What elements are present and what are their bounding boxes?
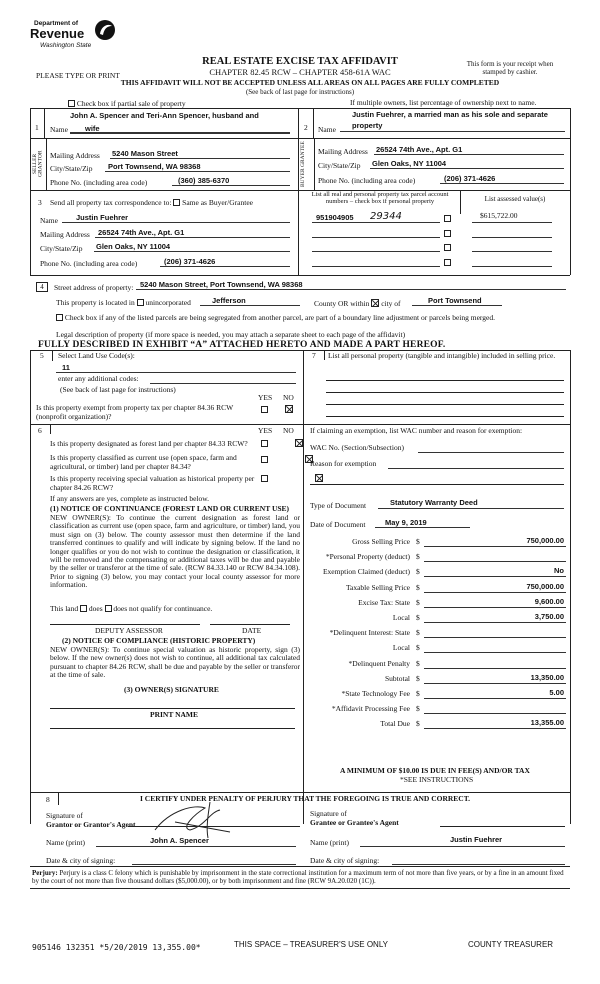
- buyer-addr-label: Mailing Address: [318, 147, 368, 156]
- sec5-no: NO: [283, 393, 294, 402]
- exempt-question: Is this property exempt from property tax per chapter 84.36 RCW (nonprofit organization)?: [36, 403, 234, 421]
- historic-no-checkbox[interactable]: [315, 474, 323, 482]
- land-use-select: Select Land Use Code(s):: [58, 351, 135, 360]
- seller-side-label: SELLER GRANTOR: [32, 150, 44, 178]
- forest-yes-checkbox[interactable]: [261, 440, 268, 447]
- buyer-name-label: Name: [318, 125, 336, 134]
- calc-label: Subtotal: [384, 673, 410, 683]
- seller-name-label: Name: [50, 125, 68, 134]
- calc-value: 9,600.00: [534, 596, 564, 606]
- sec3-city-label: City/State/Zip: [40, 244, 83, 253]
- county-name: Jefferson: [212, 296, 246, 305]
- calc-value: 750,000.00: [526, 581, 564, 591]
- exempt-no-checkbox[interactable]: [285, 405, 293, 413]
- buyer-city: Glen Oaks, NY 11004: [372, 159, 447, 168]
- calc-label: Local: [392, 613, 410, 622]
- buyer-city-label: City/State/Zip: [318, 161, 361, 170]
- calc-dollar: $: [416, 689, 420, 698]
- sec3-addr-label: Mailing Address: [40, 230, 90, 239]
- buyer-phone-label: Phone No. (including area code): [318, 176, 416, 185]
- city-name: Port Townsend: [428, 296, 482, 305]
- calc-dollar: $: [416, 719, 420, 729]
- see-back: (See back of last page for instructions): [245, 88, 355, 96]
- grantee-date-label: Date & city of signing:: [310, 856, 380, 865]
- calc-dollar: $: [416, 658, 420, 668]
- certify: I CERTIFY UNDER PENALTY OF PERJURY THAT THE FOREGOING IS TRUE AND CORRECT.: [140, 794, 471, 803]
- treasurer-space: THIS SPACE – TREASURER'S USE ONLY: [234, 940, 389, 949]
- calc-label: Gross Selling Price: [352, 537, 410, 546]
- multiple-owners: If multiple owners, list percentage of ownership next to name.: [350, 98, 537, 107]
- calc-label: *Personal Property (deduct): [325, 552, 410, 562]
- land-qualify: This land does does not qualify for continuance.: [50, 604, 213, 613]
- does-not-checkbox[interactable]: [105, 605, 112, 612]
- reason-label: Reason for exemption: [310, 459, 377, 468]
- street-label: Street address of property:: [54, 283, 134, 292]
- see-instructions: *SEE INSTRUCTIONS: [400, 775, 474, 784]
- grantor-name-label: Name (print): [46, 838, 85, 847]
- does-checkbox[interactable]: [80, 605, 87, 612]
- personal-property-checkbox-1[interactable]: [444, 215, 451, 222]
- seller-addr: 5240 Mason Street: [112, 149, 178, 158]
- calc-value: 13,355.00: [530, 718, 564, 728]
- calc-value: 13,350.00: [530, 672, 564, 682]
- doc-type-label: Type of Document: [310, 501, 367, 510]
- personal-property-checkbox-2[interactable]: [444, 230, 451, 237]
- current-use-yes-checkbox[interactable]: [261, 456, 268, 463]
- same-as-buyer-checkbox[interactable]: [173, 199, 180, 206]
- calc-label: *Affidavit Processing Fee: [331, 704, 410, 714]
- grantor-signature-icon: [150, 800, 240, 840]
- unincorporated-checkbox[interactable]: [137, 299, 144, 306]
- notice-2-body: NEW OWNER(S): To continue special valuation as historic property, sign (3) below. If the new owner(s) does not wish to continue, all additional tax calculated pursuant to chapter 84.26 RCW, shall be due and payable by the seller or transferor at the time of sale.: [50, 645, 300, 680]
- form-title: REAL ESTATE EXCISE TAX AFFIDAVIT: [202, 56, 398, 67]
- num-8: 8: [46, 795, 50, 804]
- calc-label: Local: [392, 643, 410, 653]
- sec6-no: NO: [283, 426, 294, 435]
- forest-no-checkbox[interactable]: [295, 439, 303, 447]
- wac-label: WAC No. (Section/Subsection): [310, 443, 404, 452]
- segregated-checkbox[interactable]: [56, 314, 63, 321]
- additional-codes: enter any additional codes:: [58, 374, 139, 383]
- county-or: County OR within city of: [314, 299, 401, 308]
- partial-sale-checkbox[interactable]: [68, 100, 75, 107]
- grantor-name: John A. Spencer: [150, 836, 209, 845]
- seller-city: Port Townsend, WA 98368: [108, 162, 201, 171]
- sec3-name-label: Name: [40, 216, 58, 225]
- deputy-assessor: DEPUTY ASSESSOR: [95, 626, 163, 635]
- seller-phone: (360) 385-6370: [178, 176, 230, 185]
- seller-addr-label: Mailing Address: [50, 151, 100, 160]
- receipt-stamp: 905146 132351 *5/20/2019 13,355.00*: [32, 943, 201, 952]
- grantee-name: Justin Fuehrer: [450, 835, 503, 844]
- calc-label: Exemption Claimed (deduct): [322, 567, 410, 577]
- q-historic: Is this property receiving special valuation as historical property per chapter 84.26 RCW?: [50, 474, 255, 492]
- sec3-label: Send all property tax correspondence to: Same as Buyer/Grantee: [50, 198, 253, 207]
- num-6: 6: [38, 426, 42, 435]
- sec3-addr: 26524 74th Ave., Apt. G1: [98, 228, 185, 237]
- chapter: CHAPTER 82.45 RCW – CHAPTER 458-61A WAC: [209, 67, 391, 77]
- street-address: 5240 Mason Street, Port Townsend, WA 98368: [140, 280, 303, 289]
- sec3-city: Glen Oaks, NY 11004: [96, 242, 171, 251]
- calc-dollar: $: [416, 552, 420, 562]
- please-type: PLEASE TYPE OR PRINT: [36, 71, 120, 80]
- num-1: 1: [35, 123, 39, 132]
- calc-dollar: $: [416, 582, 420, 592]
- calc-dollar: $: [416, 567, 420, 577]
- grantee-sig-label: Signature of Grantee or Grantee's Agent: [310, 809, 399, 827]
- logo-state: Washington State: [40, 42, 92, 49]
- notice-1-body: NEW OWNER(S): To continue the current designation as forest land or classification as current use (open space, farm and agriculture, or timber) land, you must sign on (3) below. The county assessor must then determine if the land transferred continues to qualify and will indicate by signing below. If the land no longer qualifies or you do not wish to continue the designation or classification, it will be removed and the compensating or additional taxes will be due and payable by the seller or transferor at the time of sale. (RCW 84.33.140 or RCW 84.34.108). Prior to signing (3) below, you may contact your local county assessor for more information.: [50, 513, 300, 590]
- personal-property-checkbox-3[interactable]: [444, 244, 451, 251]
- minimum-fee: A MINIMUM OF $10.00 IS DUE IN FEE(S) AND/OR TAX: [340, 766, 530, 775]
- personal-property-label: List all personal property (tangible and intangible) included in selling price.: [328, 351, 556, 360]
- calc-dollar: $: [416, 643, 420, 653]
- calc-value: 5.00: [549, 688, 564, 697]
- calc-value: No: [554, 566, 564, 576]
- grantor-sig-label: Signature of Grantor or Grantor's Agent: [46, 811, 136, 829]
- seller-city-label: City/State/Zip: [50, 164, 93, 173]
- logo-dept: Department of: [34, 20, 79, 27]
- num-5: 5: [40, 351, 44, 360]
- buyer-name-2: property: [352, 121, 383, 130]
- seller-name-1: John A. Spencer and Teri-Ann Spencer, husband and: [70, 111, 259, 120]
- doc-date-label: Date of Document: [310, 520, 366, 529]
- calc-dollar: $: [416, 673, 420, 683]
- calc-dollar: $: [416, 613, 420, 622]
- revenue-logo-icon: [92, 18, 118, 42]
- calc-label: Taxable Selling Price: [345, 582, 410, 592]
- q-current-use: Is this property classified as current use (open space, farm and agricultural, or timber) land per chapter 84.34?: [50, 453, 237, 471]
- buyer-name-1: Justin Fuehrer, a married man as his sole and separate: [352, 110, 548, 119]
- sec3-phone: (206) 371-4626: [164, 257, 216, 266]
- notice-1-title: (1) NOTICE OF CONTINUANCE (FOREST LAND OR CURRENT USE): [50, 504, 290, 513]
- grantor-date-label: Date & city of signing:: [46, 856, 116, 865]
- num-4: 4: [36, 282, 48, 292]
- legal-description: FULLY DESCRIBED IN EXHIBIT “A” ATTACHED HERETO AND MADE A PART HEREOF.: [38, 340, 446, 350]
- personal-property-checkbox-4[interactable]: [444, 259, 451, 266]
- num-2: 2: [304, 123, 308, 132]
- assessed-value: $615,722.00: [480, 211, 518, 220]
- print-name: PRINT NAME: [150, 710, 198, 719]
- county-treasurer: COUNTY TREASURER: [468, 940, 554, 949]
- warning: THIS AFFIDAVIT WILL NOT BE ACCEPTED UNLESS ALL AREAS ON ALL PAGES ARE FULLY COMPLETED: [120, 78, 500, 87]
- doc-date: May 9, 2019: [385, 518, 427, 527]
- sec6-yes: YES: [258, 426, 273, 435]
- parcel-handwritten: 29344: [370, 211, 402, 222]
- if-yes: If any answers are yes, complete as instructed below.: [50, 494, 210, 503]
- logo-revenue: Revenue: [30, 26, 85, 41]
- num-7: 7: [312, 351, 316, 360]
- seller-name-2: wife: [85, 124, 100, 133]
- calc-dollar: $: [416, 628, 420, 638]
- assessed-header: List assessed value(s): [484, 195, 546, 203]
- perjury: Perjury: Perjury is a class C felony which is punishable by imprisonment in the state correctional institution for a maximum term of not more than five years, or by a fine in an amount fixed by the court of not more than five thousand dollars ($5,000.00), or by both imprisonment and fine (RCW 9A.20.020 (1C)).: [32, 869, 564, 886]
- calc-value: 750,000.00: [526, 536, 564, 545]
- doc-type: Statutory Warranty Deed: [390, 498, 478, 507]
- buyer-side-label: BUYER GRANTEE: [300, 141, 306, 187]
- calc-label: *Delinquent Penalty: [348, 658, 410, 668]
- calc-value: 3,750.00: [534, 612, 564, 621]
- parcel-number: 951904905: [316, 213, 354, 222]
- calc-dollar: $: [416, 537, 420, 546]
- sec3-name: Justin Fuehrer: [76, 213, 129, 222]
- buyer-phone: (206) 371-4626: [444, 174, 496, 183]
- seller-phone-label: Phone No. (including area code): [50, 178, 148, 187]
- calc-dollar: $: [416, 704, 420, 714]
- historic-yes-checkbox[interactable]: [261, 475, 268, 482]
- owner-signature: (3) OWNER(S) SIGNATURE: [124, 685, 219, 694]
- land-use-code: 11: [62, 363, 70, 372]
- located-line: This property is located in unincorporated: [56, 298, 191, 307]
- segregated: Check box if any of the listed parcels are being segregated from another parcel, are part of a boundary line adjustment or parcels being merged.: [56, 314, 576, 323]
- parcels-header: List all real and personal property tax parcel account numbers – check box if personal property: [311, 191, 449, 206]
- exempt-yes-checkbox[interactable]: [261, 406, 268, 413]
- within-city-checkbox[interactable]: [371, 299, 379, 307]
- assessor-date: DATE: [242, 626, 262, 635]
- logo: [30, 18, 120, 52]
- calc-label: *State Technology Fee: [341, 689, 410, 698]
- notice-2-title: (2) NOTICE OF COMPLIANCE (HISTORIC PROPERTY): [62, 636, 256, 645]
- exemption-label: If claiming an exemption, list WAC number and reason for exemption:: [310, 426, 523, 435]
- receipt-note: This form is your receipt when stamped by cashier.: [466, 60, 554, 77]
- calc-label: Excise Tax: State: [358, 597, 410, 607]
- q-forest: Is this property designated as forest land per chapter 84.33 RCW?: [50, 439, 248, 448]
- sec5-see-back: (See back of last page for instructions): [60, 385, 176, 394]
- sec5-yes: YES: [258, 393, 273, 402]
- calc-label: Total Due: [380, 719, 410, 729]
- legal-desc-label: Legal description of property (if more space is needed, you may attach a separate sheet to each page of the affidavit): [56, 330, 406, 339]
- num-3: 3: [38, 198, 42, 207]
- partial-sale: Check box if partial sale of property: [68, 100, 186, 109]
- calc-dollar: $: [416, 597, 420, 607]
- grantee-name-label: Name (print): [310, 838, 349, 847]
- calc-label: *Delinquent Interest: State: [329, 628, 410, 638]
- sec3-phone-label: Phone No. (including area code): [40, 259, 138, 268]
- buyer-addr: 26524 74th Ave., Apt. G1: [376, 145, 463, 154]
